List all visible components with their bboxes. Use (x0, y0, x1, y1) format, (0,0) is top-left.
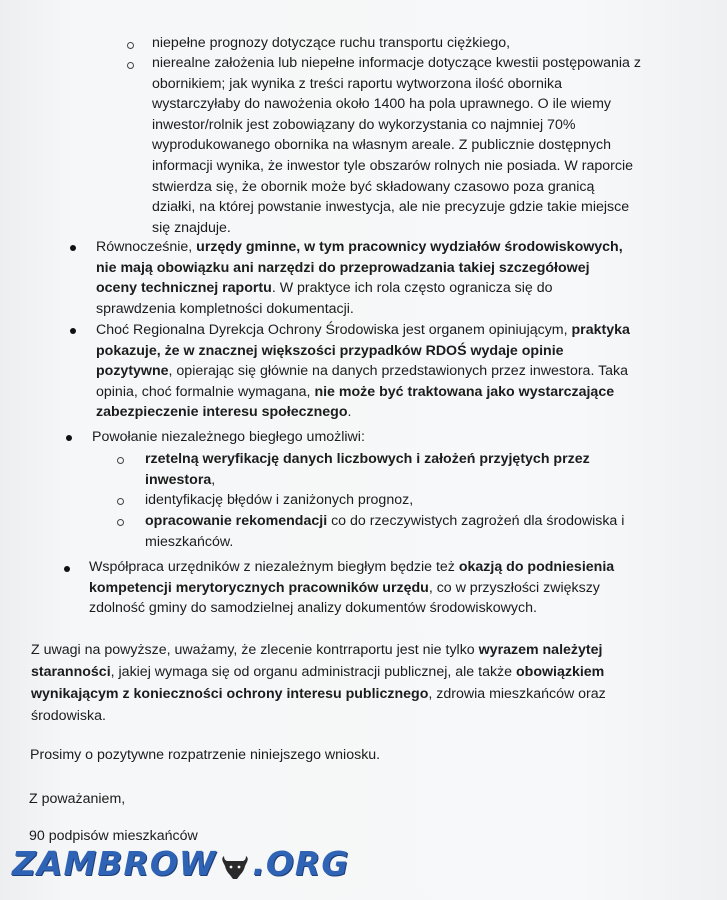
circle-bullet-icon (117, 519, 124, 526)
sub-item-manure: nierealne założenia lub niepełne informacje dotyczące kwestii postępowania z obornikiem; jak wynika z treści raportu wytworzona ilość obornika wystarczyłaby do nawożenia około 1400 ha pola uprawnego. O ile wiemy inwestor/rolnik jest zobowiązany do wykorzystania co najmniej 70% wyprodukowanego obornika na własnym areale. Z publicznie dostępnych informacji wynika, że inwestor tyle obszarów rolnych nie posiada. W raporcie stwierdza się, że obornik może być składowany czasowo poza granicą działki, na której powstanie inwestycja, ale nie precyzuje gdzie takie miejsce się znajduje. (152, 55, 641, 236)
conclusion-paragraph: Z uwagi na powyższe, uważamy, że zlecenie kontrraportu jest nie tylko wyrazem należytej staranności, jakiej wymaga się od organu administracji publicznej, ale także obowiązkiem wynikającym z konieczności ochrony interesu publicznego, zdrowia mieszkańców oraz środowiska. (31, 642, 606, 724)
bullet-icon (64, 566, 70, 572)
circle-bullet-icon (117, 457, 124, 464)
bullet-expert: Powołanie niezależnego biegłego umożliwi: (92, 429, 365, 445)
circle-bullet-icon (127, 42, 134, 49)
bullet-cooperation: Współpraca urzędników z niezależnym biegłym będzie też okazją do podniesienia kompetencji merytorycznych pracowników urzędu, co w przyszłości zwiększy zdolność gminy do samodzielnej analizy dokumentów środowiskowych. (89, 559, 615, 617)
bullet-icon (70, 328, 76, 334)
request-line: Prosimy o pozytywne rozpatrzenie niniejszego wniosku. (30, 747, 381, 763)
sub-item-traffic (152, 33, 510, 54)
bullet-icon (70, 245, 76, 251)
logo-text-right: .ORG (252, 843, 350, 883)
bullet-rdos: Choć Regionalna Dyrekcja Ochrony Środowiska jest organem opiniującym, praktyka pokazuje, że w znacznej większości przypadków RDOŚ wydaje opinie pozytywne, opierając się głównie na danych przedstawionych przez inwestora. Taka opinia, choć formalnie wymagana, nie może być traktowana jako wystarczające zabezpieczenie interesu społecznego. (96, 322, 630, 421)
closing-line: Z poważaniem, (29, 791, 126, 807)
circle-bullet-icon (127, 62, 134, 69)
sub-item-verification: rzetelną weryfikację danych liczbowych i założeń przyjętych przez inwestora, (145, 451, 590, 488)
zambrow-logo (12, 842, 349, 884)
bullet-municipal-offices: Równocześnie, urzędy gminne, w tym pracownicy wydziałów środowiskowych, nie mają obowiązku ani narzędzi do przeprowadzania takiej szczegółowej oceny technicznej raportu. W praktyce ich rola często ogranicza się do sprawdzenia kompletności dokumentacji. (96, 239, 623, 317)
signatures-line: 90 podpisów mieszkańców (29, 828, 198, 844)
bison-icon (220, 850, 250, 876)
sub-item-recommendations: opracowanie rekomendacji co do rzeczywistych zagrożeń dla środowiska i mieszkańców. (145, 513, 625, 550)
sub-item-errors: identyfikację błędów i zaniżonych prognoz, (145, 492, 414, 508)
bullet-icon (66, 435, 72, 441)
logo-text-left: ZAMBROW (12, 843, 217, 883)
circle-bullet-icon (117, 498, 124, 505)
sub-item-text: niepełne prognozy dotyczące ruchu transportu ciężkiego, (152, 35, 511, 51)
